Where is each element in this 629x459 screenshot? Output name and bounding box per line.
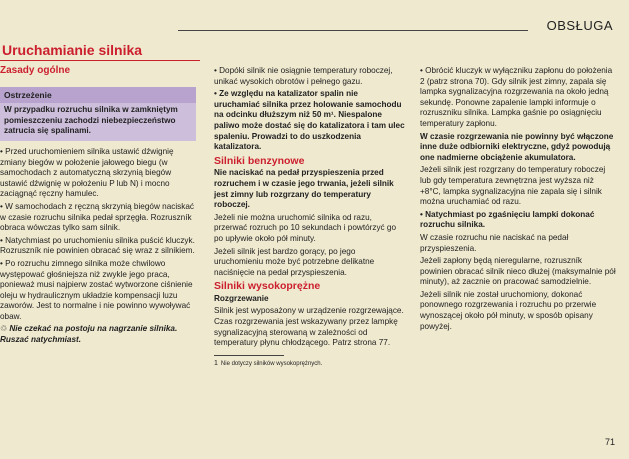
paragraph: • Przed uruchomieniem silnika ustawić dźwignię zmiany biegów w położenie jałowego biegu (w samochodach z automatyczną skrzynią biegów ustawić dźwignię w położeniu P lub N) i mocno zaciągnąć ręczny hamulec. — [0, 146, 174, 199]
note-text: Nie czekać na postoju na nagrzanie silnika. Ruszać natychmiast. — [0, 324, 178, 345]
page-title: Uruchamianie silnika — [2, 42, 143, 58]
page-number: 71 — [604, 437, 615, 447]
paragraph: • Po rozruchu zimnego silnika może chwilowo występować głośniejsza niż zwykle jego praca, ponieważ musi najpierw zostać wytworzone ciśnienie oleju w hydraulicznym układzie kompensacji luzu zaworów. Jest to normalne i nie powinno wywoływać obaw. — [0, 258, 193, 321]
paragraph: Nie naciskać na pedał przyspieszenia przed rozruchem i w czasie jego trwania, jeżeli silnik jest zimny lub rozgrzany do temperatury roboczej. — [214, 168, 394, 210]
warning-text: W przypadku rozruchu silnika w zamkniętym pomieszczeniu zachodzi niebezpieczeństwo zatrucia się spalinami. — [4, 105, 178, 136]
title-rule — [0, 60, 200, 61]
paragraph: • W samochodach z ręczną skrzynią biegów naciskać w czasie rozruchu silnika pedał sprzęgła. Rozruszník obraca wówczas tylko sam silnik. — [0, 201, 194, 233]
paragraph: • Natychmiast po uruchomieniu silnika puścić kluczyk. Rozruszník nie powinien obracać się wraz z silnikiem. — [0, 235, 195, 256]
subsection-title: Silniki wysokoprężne — [214, 280, 321, 293]
paragraph: Jeżeli silnik jest rozgrzany do temperatury roboczej lub gdy temperatura zewnętrzna jest wyższa niż +8°C, lampka sygnalizacyjna nie zapala się i silnik można uruchamiać od razu. — [420, 165, 606, 207]
environment-note — [0, 324, 196, 345]
environment-icon: ♲ — [0, 324, 8, 334]
paragraph: • Natychmiast po zgaśnięciu lampki dokonać rozruchu silnika. — [420, 209, 595, 230]
column-middle — [214, 66, 406, 369]
footnote-text: Nie dotyczy silników wysokoprężnych. — [220, 360, 323, 367]
paragraph: Jeżeli zapłony będą nieregularne, rozruszník powinien obracać silnik nieco dłużej (maksymalnie pół minuty), aż zacznie on pracować samodzielnie. — [420, 256, 616, 287]
paragraph: • Dopóki silnik nie osiągnie temperatury roboczej, unikać wysokich obrotów i pełnego gazu. — [214, 66, 393, 86]
paragraph: • Obrócić kluczyk w wyłączniku zapłonu do położenia 2 (patrz strona 70). Gdy silnik jest zimny, zapala się lampka sygnalizacyjna rozgrzewania na około jedną sekundę. Ponowne zapalenie lampki informuje o rozruszniku silnika. Lampka gaśnie po osiągnięciu temperatury zapłonu. — [420, 66, 613, 128]
footnote — [214, 359, 406, 370]
paragraph: Jeżeli nie można uruchomić silnika od razu, przerwać rozruch po 10 sekundach i powtórzyć go po upływie około pół minuty. — [214, 212, 397, 243]
section-header: OBSŁUGA — [546, 18, 613, 33]
warning-title: Ostrzeżenie — [0, 87, 196, 104]
footnote-mark: 1 — [214, 359, 218, 367]
header-rule — [178, 30, 528, 31]
subheading: Rozgrzewanie — [214, 293, 269, 303]
warning-box — [0, 87, 196, 141]
paragraph: Jeżeli silnik jest bardzo gorący, po jego uruchomieniu może być potrzebne delikatne naciśnięcie na pedał przyspieszenia. — [214, 246, 375, 277]
footnote-rule — [214, 355, 284, 356]
paragraph: Silnik jest wyposażony w urządzenie rozgrzewające. Czas rozgrzewania jest wskazywany przez lampkę sygnalizacyjną sterowaną w zależności od temperatury płynu chłodzącego. Patrz strona 77. — [214, 306, 404, 348]
subsection-title: Silniki benzynowe — [214, 154, 305, 167]
column-left — [0, 66, 196, 348]
column-right — [420, 66, 616, 334]
paragraph: W czasie rozruchu nie naciskać na pedał przyspieszenia. — [420, 232, 569, 253]
paragraph: • Ze względu na katalizator spalin nie uruchamiać silnika przez holowanie samochodu na odcinku dłuższym niż 50 m¹. Niespalone paliwo może dostać się do katalizatora i tam ulec spaleniu. Prowadzi to do uszkodzenia katalizatora. — [214, 89, 405, 152]
paragraph: Jeżeli silnik nie został uruchomiony, dokonać ponownego rozgrzewania i rozruchu po przerwie wynoszącej około pół minuty, w sposób opisany powyżej. — [420, 289, 597, 331]
paragraph: W czasie rozgrzewania nie powinny być włączone inne duże odbiorniki elektryczne, gdyż powodują one nadmierne obciążenie akumulatora. — [420, 131, 614, 162]
section-heading: Zasady ogólne — [0, 65, 71, 76]
